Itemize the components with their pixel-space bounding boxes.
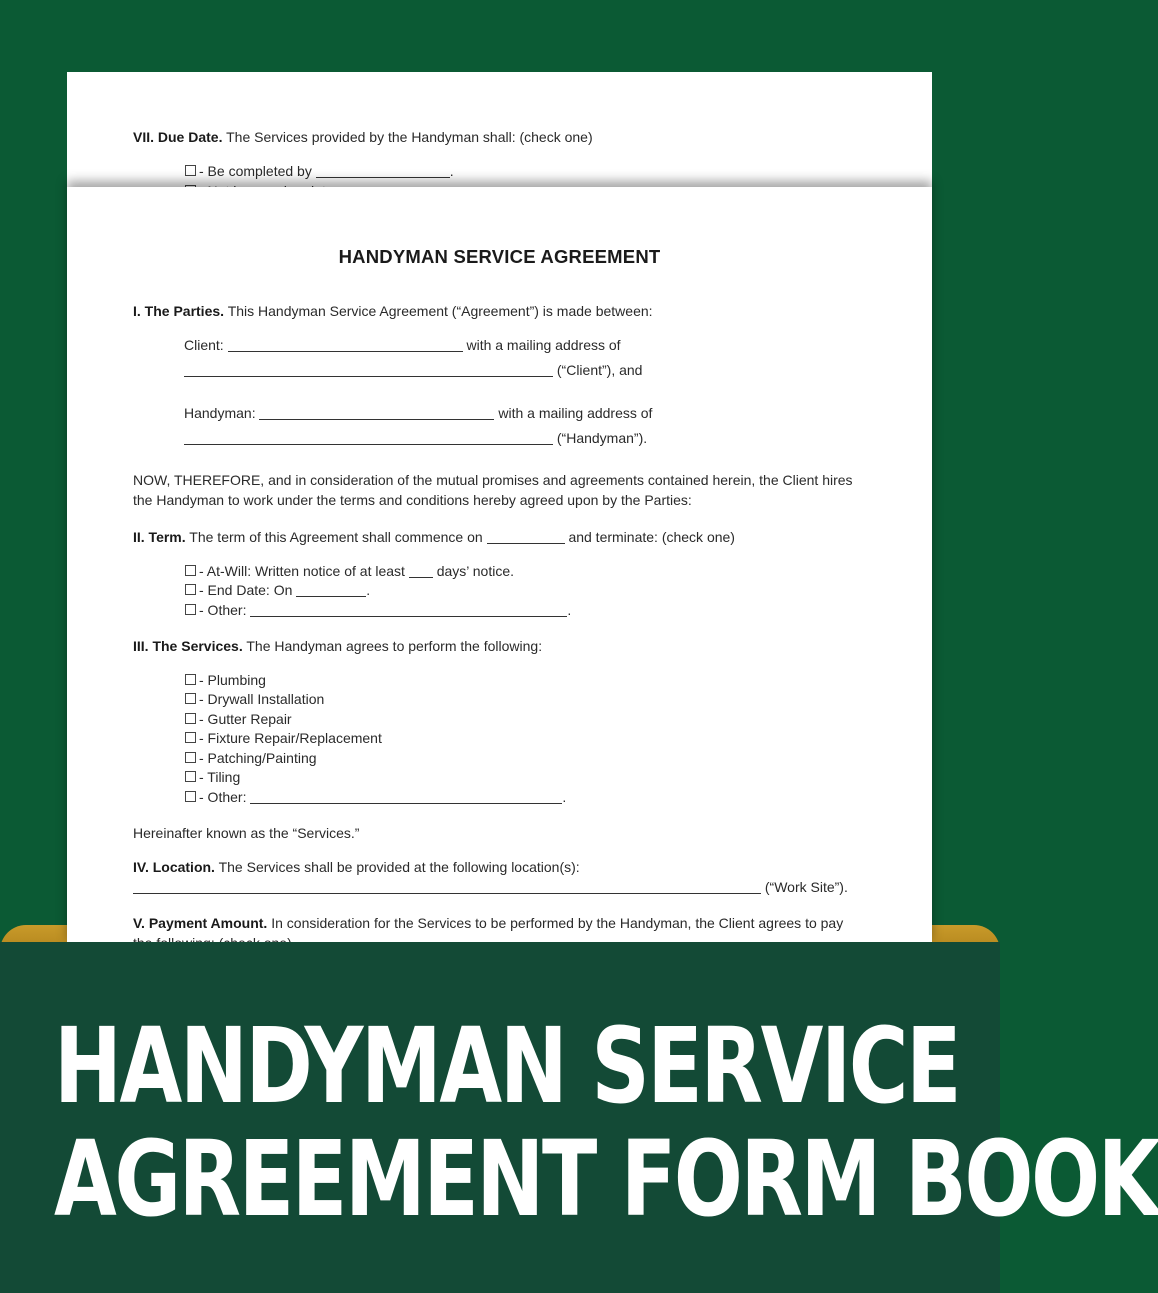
service-item: - Gutter Repair [185,711,292,727]
payment-text: In consideration for the Services to be performed by the Handyman, the Client agrees to pay [271,915,844,931]
work-site-field[interactable] [133,881,761,894]
hereinafter-text: Hereinafter known as the “Services.” [133,825,360,841]
service-item: - Fixture Repair/Replacement [185,730,382,746]
checkbox-icon[interactable] [185,732,196,743]
services-line [133,638,542,654]
blank-line [316,165,450,178]
checkbox-icon[interactable] [185,752,196,763]
handyman-label: Handyman: [184,405,256,421]
client-address-field[interactable] [184,364,553,377]
parties-heading: I. The Parties. [133,303,225,319]
checkbox-icon[interactable] [185,565,196,576]
client-line [184,337,621,353]
parties-text: This Handyman Service Agreement (“Agreement”) is made between: [227,303,653,319]
location-line [133,859,580,875]
due-option-completed: - Be completed by . [185,163,454,179]
handyman-address-field[interactable] [184,432,553,445]
client-address-line [184,362,642,378]
cover-title-line-2: AGREEMENT FORM BOOK [54,1118,1158,1240]
term-text-b: and terminate: (check one) [568,529,735,545]
payment-heading: V. Payment Amount. [133,915,268,931]
location-heading: IV. Location. [133,859,215,875]
checkbox-icon[interactable] [185,771,196,782]
back-page [67,72,932,190]
now-therefore-paragraph: NOW, THEREFORE, and in consideration of the mutual promises and agreements contained herein, the Client hires the Handyman to work under the terms and conditions hereby agreed upon by the Parties: [133,472,853,508]
services-heading: III. The Services. [133,638,243,654]
work-site-line [133,879,848,895]
term-other-field[interactable] [250,604,567,617]
service-item: - Drywall Installation [185,691,324,707]
client-label: Client: [184,337,224,353]
term-heading: II. Term. [133,529,186,545]
handyman-name-field[interactable] [259,407,494,420]
client-mailing-text: with a mailing address of [466,337,621,353]
term-option-end-date: - End Date: On . [185,582,370,598]
service-item: - Tiling [185,769,240,785]
end-date-field[interactable] [296,584,366,597]
work-site-suffix: (“Work Site”). [764,879,848,895]
client-suffix: (“Client”), and [556,362,643,378]
services-text: The Handyman agrees to perform the following: [246,638,543,654]
cover-title [54,1005,1158,1240]
service-item: - Plumbing [185,672,266,688]
due-date-text: The Services provided by the Handyman shall: (check one) [226,129,593,145]
services-other-field[interactable] [250,791,562,804]
checkbox-icon[interactable] [185,791,196,802]
service-item-other: - Other: . [185,789,566,805]
notice-days-field[interactable] [409,565,433,578]
location-text: The Services shall be provided at the following location(s): [218,859,580,875]
checkbox-icon[interactable] [185,165,196,176]
cover-title-line-1: HANDYMAN SERVICE [54,1005,960,1127]
checkbox-icon[interactable] [185,584,196,595]
payment-line [133,915,843,931]
checkbox-icon[interactable] [185,713,196,724]
checkbox-icon[interactable] [185,604,196,615]
due-date-line [133,129,593,145]
checkbox-icon[interactable] [185,674,196,685]
commence-date-field[interactable] [487,531,565,544]
handyman-mailing-text: with a mailing address of [498,405,653,421]
due-date-heading: VII. Due Date. [133,129,223,145]
parties-line [133,303,653,319]
checkbox-icon[interactable] [185,693,196,704]
handyman-address-line [184,430,647,446]
term-line [133,529,735,545]
service-item: - Patching/Painting [185,750,317,766]
document-title: HANDYMAN SERVICE AGREEMENT [338,246,661,267]
handyman-line [184,405,652,421]
term-option-at-will: - At-Will: Written notice of at least days’ notice. [185,563,514,579]
front-page [67,187,932,945]
term-option-other: - Other: . [185,602,571,618]
handyman-suffix: (“Handyman”). [556,430,648,446]
term-text-a: The term of this Agreement shall commence on [189,529,483,545]
client-name-field[interactable] [228,339,463,352]
